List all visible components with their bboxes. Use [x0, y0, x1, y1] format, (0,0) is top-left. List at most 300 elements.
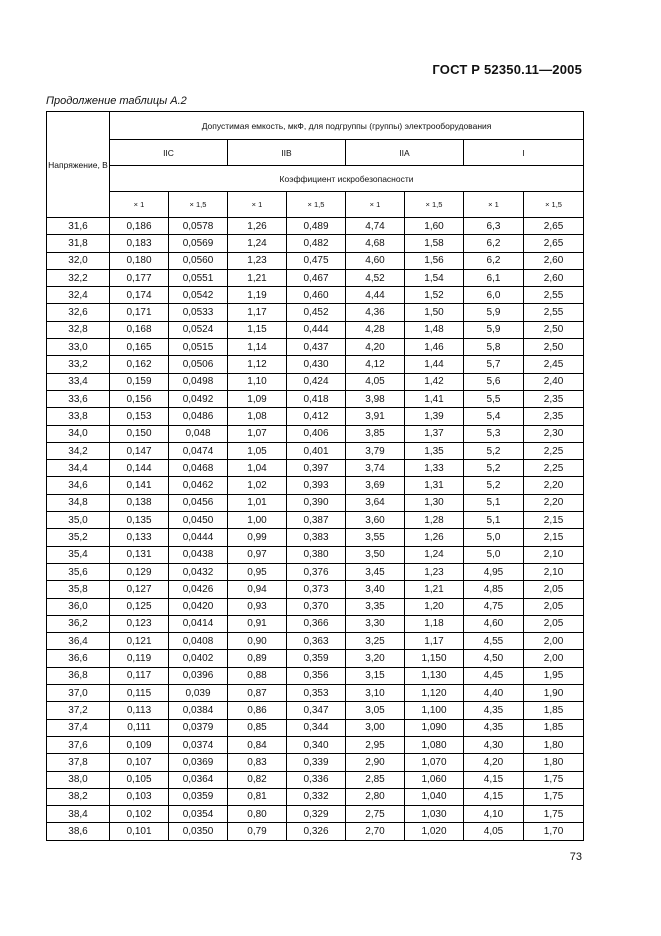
voltage-cell: 33,8: [47, 408, 110, 425]
header-group-iib: IIB: [228, 140, 346, 166]
capacitance-cell: 0,80: [228, 806, 287, 823]
voltage-cell: 38,0: [47, 771, 110, 788]
capacitance-cell: 2,30: [524, 425, 584, 442]
capacitance-cell: 5,2: [464, 442, 524, 459]
capacitance-cell: 1,95: [524, 667, 584, 684]
voltage-cell: 36,4: [47, 633, 110, 650]
voltage-cell: 34,8: [47, 494, 110, 511]
capacitance-cell: 1,10: [228, 373, 287, 390]
capacitance-cell: 5,5: [464, 390, 524, 407]
capacitance-cell: 2,35: [524, 408, 584, 425]
capacitance-cell: 1,56: [405, 252, 464, 269]
voltage-cell: 35,2: [47, 529, 110, 546]
capacitance-cell: 5,1: [464, 494, 524, 511]
capacitance-cell: 4,20: [464, 754, 524, 771]
table-row: [47, 269, 584, 286]
capacitance-cell: 4,35: [464, 702, 524, 719]
capacitance-cell: 3,50: [346, 546, 405, 563]
capacitance-cell: 0,89: [228, 650, 287, 667]
capacitance-cell: 0,452: [287, 304, 346, 321]
capacitance-cell: 4,44: [346, 287, 405, 304]
capacitance-cell: 0,153: [110, 408, 169, 425]
capacitance-cell: 5,0: [464, 529, 524, 546]
capacitance-cell: 0,102: [110, 806, 169, 823]
voltage-cell: 33,4: [47, 373, 110, 390]
voltage-cell: 36,8: [47, 667, 110, 684]
capacitance-cell: 4,45: [464, 667, 524, 684]
capacitance-cell: 3,40: [346, 581, 405, 598]
capacitance-cell: 0,101: [110, 823, 169, 840]
voltage-cell: 35,4: [47, 546, 110, 563]
capacitance-cell: 0,174: [110, 287, 169, 304]
capacitance-cell: 2,60: [524, 252, 584, 269]
capacitance-cell: 0,0432: [169, 563, 228, 580]
capacitance-cell: 4,35: [464, 719, 524, 736]
capacitance-cell: 5,2: [464, 477, 524, 494]
capacitance-cell: 1,090: [405, 719, 464, 736]
voltage-cell: 35,8: [47, 581, 110, 598]
capacitance-cell: 0,85: [228, 719, 287, 736]
capacitance-cell: 0,0498: [169, 373, 228, 390]
voltage-cell: 33,6: [47, 390, 110, 407]
table-row: [47, 633, 584, 650]
capacitance-cell: 4,50: [464, 650, 524, 667]
capacitance-cell: 4,05: [346, 373, 405, 390]
table-row: [47, 650, 584, 667]
capacitance-cell: 1,85: [524, 719, 584, 736]
header-coef-cell: × 1: [110, 192, 169, 218]
capacitance-cell: 0,387: [287, 512, 346, 529]
table-row: [47, 788, 584, 805]
capacitance-cell: 0,171: [110, 304, 169, 321]
capacitance-cell: 0,444: [287, 321, 346, 338]
capacitance-cell: 0,0444: [169, 529, 228, 546]
capacitance-cell: 0,131: [110, 546, 169, 563]
capacitance-cell: 0,0369: [169, 754, 228, 771]
capacitance-cell: 0,347: [287, 702, 346, 719]
capacitance-cell: 2,10: [524, 563, 584, 580]
capacitance-cell: 0,406: [287, 425, 346, 442]
voltage-cell: 33,2: [47, 356, 110, 373]
table-row: [47, 287, 584, 304]
capacitance-cell: 0,397: [287, 460, 346, 477]
capacitance-cell: 0,0374: [169, 736, 228, 753]
table-row: [47, 460, 584, 477]
capacitance-cell: 2,25: [524, 460, 584, 477]
capacitance-cell: 4,10: [464, 806, 524, 823]
capacitance-cell: 2,10: [524, 546, 584, 563]
capacitance-cell: 3,00: [346, 719, 405, 736]
table-row: [47, 218, 584, 235]
capacitance-cell: 4,12: [346, 356, 405, 373]
capacitance-cell: 0,168: [110, 321, 169, 338]
capacitance-cell: 0,127: [110, 581, 169, 598]
capacitance-cell: 1,75: [524, 788, 584, 805]
header-group-i: I: [464, 140, 584, 166]
voltage-cell: 32,2: [47, 269, 110, 286]
capacitance-cell: 1,070: [405, 754, 464, 771]
capacitance-cell: 0,373: [287, 581, 346, 598]
capacitance-cell: 1,17: [228, 304, 287, 321]
capacitance-cell: 0,121: [110, 633, 169, 650]
capacitance-cell: 0,0384: [169, 702, 228, 719]
table-row: [47, 425, 584, 442]
capacitance-cell: 0,177: [110, 269, 169, 286]
table-caption: Продолжение таблицы А.2: [46, 95, 187, 107]
capacitance-cell: 1,46: [405, 339, 464, 356]
capacitance-cell: 0,0456: [169, 494, 228, 511]
capacitance-cell: 1,80: [524, 736, 584, 753]
capacitance-cell: 2,05: [524, 615, 584, 632]
capacitance-cell: 1,75: [524, 771, 584, 788]
capacitance-cell: 0,329: [287, 806, 346, 823]
capacitance-cell: 1,020: [405, 823, 464, 840]
capacitance-cell: 0,370: [287, 598, 346, 615]
capacitance-cell: 0,393: [287, 477, 346, 494]
capacitance-cell: 1,30: [405, 494, 464, 511]
capacitance-cell: 4,55: [464, 633, 524, 650]
capacitance-cell: 2,55: [524, 304, 584, 321]
capacitance-cell: 1,09: [228, 390, 287, 407]
capacitance-cell: 0,0492: [169, 390, 228, 407]
capacitance-cell: 1,26: [228, 218, 287, 235]
capacitance-cell: 4,68: [346, 235, 405, 252]
capacitance-cell: 5,2: [464, 460, 524, 477]
capacitance-cell: 1,14: [228, 339, 287, 356]
capacitance-cell: 0,109: [110, 736, 169, 753]
capacitance-cell: 0,039: [169, 685, 228, 702]
capacitance-cell: 0,150: [110, 425, 169, 442]
table-row: [47, 529, 584, 546]
capacitance-cell: 0,344: [287, 719, 346, 736]
capacitance-cell: 0,376: [287, 563, 346, 580]
table-row: [47, 702, 584, 719]
capacitance-cell: 4,95: [464, 563, 524, 580]
table-row: [47, 736, 584, 753]
capacitance-cell: 0,0450: [169, 512, 228, 529]
capacitance-cell: 0,383: [287, 529, 346, 546]
capacitance-cell: 0,186: [110, 218, 169, 235]
capacitance-cell: 2,05: [524, 581, 584, 598]
capacitance-cell: 3,10: [346, 685, 405, 702]
capacitance-cell: 1,15: [228, 321, 287, 338]
capacitance-cell: 0,0506: [169, 356, 228, 373]
capacitance-cell: 3,69: [346, 477, 405, 494]
capacitance-cell: 1,02: [228, 477, 287, 494]
capacitance-cell: 5,3: [464, 425, 524, 442]
table-row: [47, 235, 584, 252]
capacitance-cell: 0,489: [287, 218, 346, 235]
voltage-cell: 34,4: [47, 460, 110, 477]
capacitance-cell: 0,0396: [169, 667, 228, 684]
voltage-cell: 32,6: [47, 304, 110, 321]
capacitance-cell: 0,103: [110, 788, 169, 805]
table-row: [47, 321, 584, 338]
capacitance-cell: 1,24: [405, 546, 464, 563]
header-voltage: Напряжение, В: [47, 112, 110, 218]
table-row: [47, 477, 584, 494]
capacitance-cell: 0,183: [110, 235, 169, 252]
capacitance-cell: 1,12: [228, 356, 287, 373]
capacitance-cell: 2,50: [524, 339, 584, 356]
capacitance-cell: 3,64: [346, 494, 405, 511]
capacitance-cell: 1,44: [405, 356, 464, 373]
voltage-cell: 37,6: [47, 736, 110, 753]
capacitance-cell: 4,75: [464, 598, 524, 615]
capacitance-cell: 2,70: [346, 823, 405, 840]
table-row: [47, 685, 584, 702]
capacitance-cell: 1,42: [405, 373, 464, 390]
capacitance-cell: 6,0: [464, 287, 524, 304]
table-row: [47, 339, 584, 356]
table-row: [47, 563, 584, 580]
table-row: [47, 667, 584, 684]
capacitance-cell: 0,460: [287, 287, 346, 304]
capacitance-cell: 1,31: [405, 477, 464, 494]
capacitance-table: [46, 111, 584, 841]
capacitance-cell: 2,15: [524, 529, 584, 546]
voltage-cell: 31,6: [47, 218, 110, 235]
header-coef-cell: × 1: [346, 192, 405, 218]
capacitance-cell: 0,0379: [169, 719, 228, 736]
table-row: [47, 719, 584, 736]
voltage-cell: 36,6: [47, 650, 110, 667]
capacitance-cell: 4,85: [464, 581, 524, 598]
capacitance-cell: 4,60: [346, 252, 405, 269]
capacitance-cell: 0,156: [110, 390, 169, 407]
capacitance-cell: 0,339: [287, 754, 346, 771]
capacitance-cell: 0,390: [287, 494, 346, 511]
header-coef-cell: × 1,5: [405, 192, 464, 218]
capacitance-cell: 1,19: [228, 287, 287, 304]
voltage-cell: 33,0: [47, 339, 110, 356]
voltage-cell: 38,4: [47, 806, 110, 823]
header-coef-cell: × 1,5: [169, 192, 228, 218]
voltage-cell: 37,2: [47, 702, 110, 719]
capacitance-cell: 1,17: [405, 633, 464, 650]
header-coef-cell: × 1: [228, 192, 287, 218]
capacitance-cell: 5,4: [464, 408, 524, 425]
capacitance-cell: 0,94: [228, 581, 287, 598]
capacitance-cell: 0,81: [228, 788, 287, 805]
capacitance-cell: 0,105: [110, 771, 169, 788]
header-capacitance: Допустимая емкость, мкФ, для подгруппы (группы) электрооборудования: [110, 112, 584, 140]
capacitance-cell: 0,97: [228, 546, 287, 563]
capacitance-cell: 0,0560: [169, 252, 228, 269]
capacitance-cell: 0,356: [287, 667, 346, 684]
capacitance-cell: 0,418: [287, 390, 346, 407]
header-coef-cell: × 1,5: [287, 192, 346, 218]
capacitance-cell: 3,74: [346, 460, 405, 477]
capacitance-cell: 0,115: [110, 685, 169, 702]
capacitance-cell: 0,0364: [169, 771, 228, 788]
capacitance-cell: 3,45: [346, 563, 405, 580]
capacitance-cell: 0,0542: [169, 287, 228, 304]
capacitance-cell: 3,98: [346, 390, 405, 407]
capacitance-cell: 1,23: [405, 563, 464, 580]
capacitance-cell: 0,138: [110, 494, 169, 511]
capacitance-cell: 0,90: [228, 633, 287, 650]
capacitance-cell: 6,2: [464, 235, 524, 252]
capacitance-cell: 0,84: [228, 736, 287, 753]
capacitance-cell: 1,35: [405, 442, 464, 459]
capacitance-cell: 0,0486: [169, 408, 228, 425]
capacitance-cell: 5,7: [464, 356, 524, 373]
voltage-cell: 32,0: [47, 252, 110, 269]
capacitance-cell: 1,80: [524, 754, 584, 771]
voltage-cell: 34,2: [47, 442, 110, 459]
capacitance-cell: 0,430: [287, 356, 346, 373]
capacitance-cell: 2,15: [524, 512, 584, 529]
header-coef-cell: × 1: [464, 192, 524, 218]
voltage-cell: 31,8: [47, 235, 110, 252]
capacitance-cell: 0,165: [110, 339, 169, 356]
capacitance-cell: 5,0: [464, 546, 524, 563]
capacitance-cell: 0,412: [287, 408, 346, 425]
capacitance-cell: 1,85: [524, 702, 584, 719]
capacitance-cell: 2,50: [524, 321, 584, 338]
capacitance-cell: 1,00: [228, 512, 287, 529]
capacitance-cell: 5,9: [464, 304, 524, 321]
capacitance-cell: 0,437: [287, 339, 346, 356]
capacitance-cell: 0,88: [228, 667, 287, 684]
table-row: [47, 408, 584, 425]
voltage-cell: 38,2: [47, 788, 110, 805]
capacitance-cell: 0,0524: [169, 321, 228, 338]
page-number: 73: [569, 851, 582, 863]
table-row: [47, 356, 584, 373]
capacitance-cell: 0,95: [228, 563, 287, 580]
capacitance-cell: 4,15: [464, 788, 524, 805]
capacitance-cell: 0,0533: [169, 304, 228, 321]
capacitance-cell: 3,79: [346, 442, 405, 459]
table-body: [47, 218, 584, 841]
capacitance-cell: 1,01: [228, 494, 287, 511]
capacitance-cell: 5,1: [464, 512, 524, 529]
table-row: [47, 442, 584, 459]
capacitance-cell: 0,147: [110, 442, 169, 459]
capacitance-cell: 1,120: [405, 685, 464, 702]
capacitance-cell: 3,25: [346, 633, 405, 650]
capacitance-cell: 4,40: [464, 685, 524, 702]
table-row: [47, 581, 584, 598]
capacitance-cell: 0,125: [110, 598, 169, 615]
capacitance-cell: 0,0569: [169, 235, 228, 252]
capacitance-cell: 0,180: [110, 252, 169, 269]
capacitance-cell: 2,85: [346, 771, 405, 788]
capacitance-cell: 3,35: [346, 598, 405, 615]
capacitance-cell: 0,159: [110, 373, 169, 390]
capacitance-cell: 0,482: [287, 235, 346, 252]
capacitance-cell: 0,326: [287, 823, 346, 840]
capacitance-cell: 0,353: [287, 685, 346, 702]
capacitance-cell: 4,60: [464, 615, 524, 632]
capacitance-cell: 1,04: [228, 460, 287, 477]
capacitance-cell: 1,21: [228, 269, 287, 286]
capacitance-cell: 0,0359: [169, 788, 228, 805]
table-row: [47, 598, 584, 615]
capacitance-cell: 0,332: [287, 788, 346, 805]
capacitance-cell: 1,75: [524, 806, 584, 823]
table-row: [47, 373, 584, 390]
capacitance-cell: 4,36: [346, 304, 405, 321]
capacitance-cell: 1,26: [405, 529, 464, 546]
capacitance-cell: 0,0578: [169, 218, 228, 235]
table-row: [47, 823, 584, 840]
capacitance-cell: 1,07: [228, 425, 287, 442]
capacitance-cell: 3,30: [346, 615, 405, 632]
capacitance-cell: 2,00: [524, 650, 584, 667]
capacitance-cell: 1,18: [405, 615, 464, 632]
capacitance-cell: 0,162: [110, 356, 169, 373]
voltage-cell: 32,8: [47, 321, 110, 338]
table-row: [47, 754, 584, 771]
capacitance-cell: 0,475: [287, 252, 346, 269]
capacitance-cell: 0,129: [110, 563, 169, 580]
voltage-cell: 35,6: [47, 563, 110, 580]
capacitance-cell: 0,0515: [169, 339, 228, 356]
capacitance-cell: 2,40: [524, 373, 584, 390]
capacitance-cell: 4,20: [346, 339, 405, 356]
header-coefficient: Коэффициент искробезопасности: [110, 166, 584, 192]
capacitance-cell: 1,23: [228, 252, 287, 269]
capacitance-cell: 0,119: [110, 650, 169, 667]
capacitance-cell: 0,117: [110, 667, 169, 684]
voltage-cell: 34,0: [47, 425, 110, 442]
capacitance-cell: 0,82: [228, 771, 287, 788]
capacitance-cell: 0,336: [287, 771, 346, 788]
capacitance-cell: 0,79: [228, 823, 287, 840]
capacitance-cell: 0,0426: [169, 581, 228, 598]
table-row: [47, 494, 584, 511]
capacitance-cell: 1,030: [405, 806, 464, 823]
capacitance-cell: 4,28: [346, 321, 405, 338]
capacitance-cell: 0,0354: [169, 806, 228, 823]
header-group-iia: IIA: [346, 140, 464, 166]
capacitance-cell: 0,107: [110, 754, 169, 771]
capacitance-cell: 0,93: [228, 598, 287, 615]
table-row: [47, 806, 584, 823]
capacitance-cell: 1,060: [405, 771, 464, 788]
capacitance-cell: 0,401: [287, 442, 346, 459]
capacitance-cell: 1,41: [405, 390, 464, 407]
capacitance-cell: 0,366: [287, 615, 346, 632]
capacitance-cell: 0,0551: [169, 269, 228, 286]
capacitance-cell: 0,83: [228, 754, 287, 771]
voltage-cell: 38,6: [47, 823, 110, 840]
capacitance-cell: 0,141: [110, 477, 169, 494]
capacitance-cell: 4,52: [346, 269, 405, 286]
table-row: [47, 771, 584, 788]
capacitance-cell: 6,1: [464, 269, 524, 286]
capacitance-cell: 1,54: [405, 269, 464, 286]
capacitance-cell: 3,20: [346, 650, 405, 667]
capacitance-cell: 2,55: [524, 287, 584, 304]
capacitance-cell: 3,60: [346, 512, 405, 529]
voltage-cell: 35,0: [47, 512, 110, 529]
capacitance-cell: 0,048: [169, 425, 228, 442]
capacitance-cell: 5,9: [464, 321, 524, 338]
header-group-iic: IIC: [110, 140, 228, 166]
capacitance-cell: 1,48: [405, 321, 464, 338]
capacitance-cell: 1,080: [405, 736, 464, 753]
capacitance-cell: 0,359: [287, 650, 346, 667]
capacitance-cell: 0,113: [110, 702, 169, 719]
capacitance-cell: 0,0420: [169, 598, 228, 615]
capacitance-cell: 1,130: [405, 667, 464, 684]
capacitance-cell: 5,8: [464, 339, 524, 356]
capacitance-cell: 4,30: [464, 736, 524, 753]
